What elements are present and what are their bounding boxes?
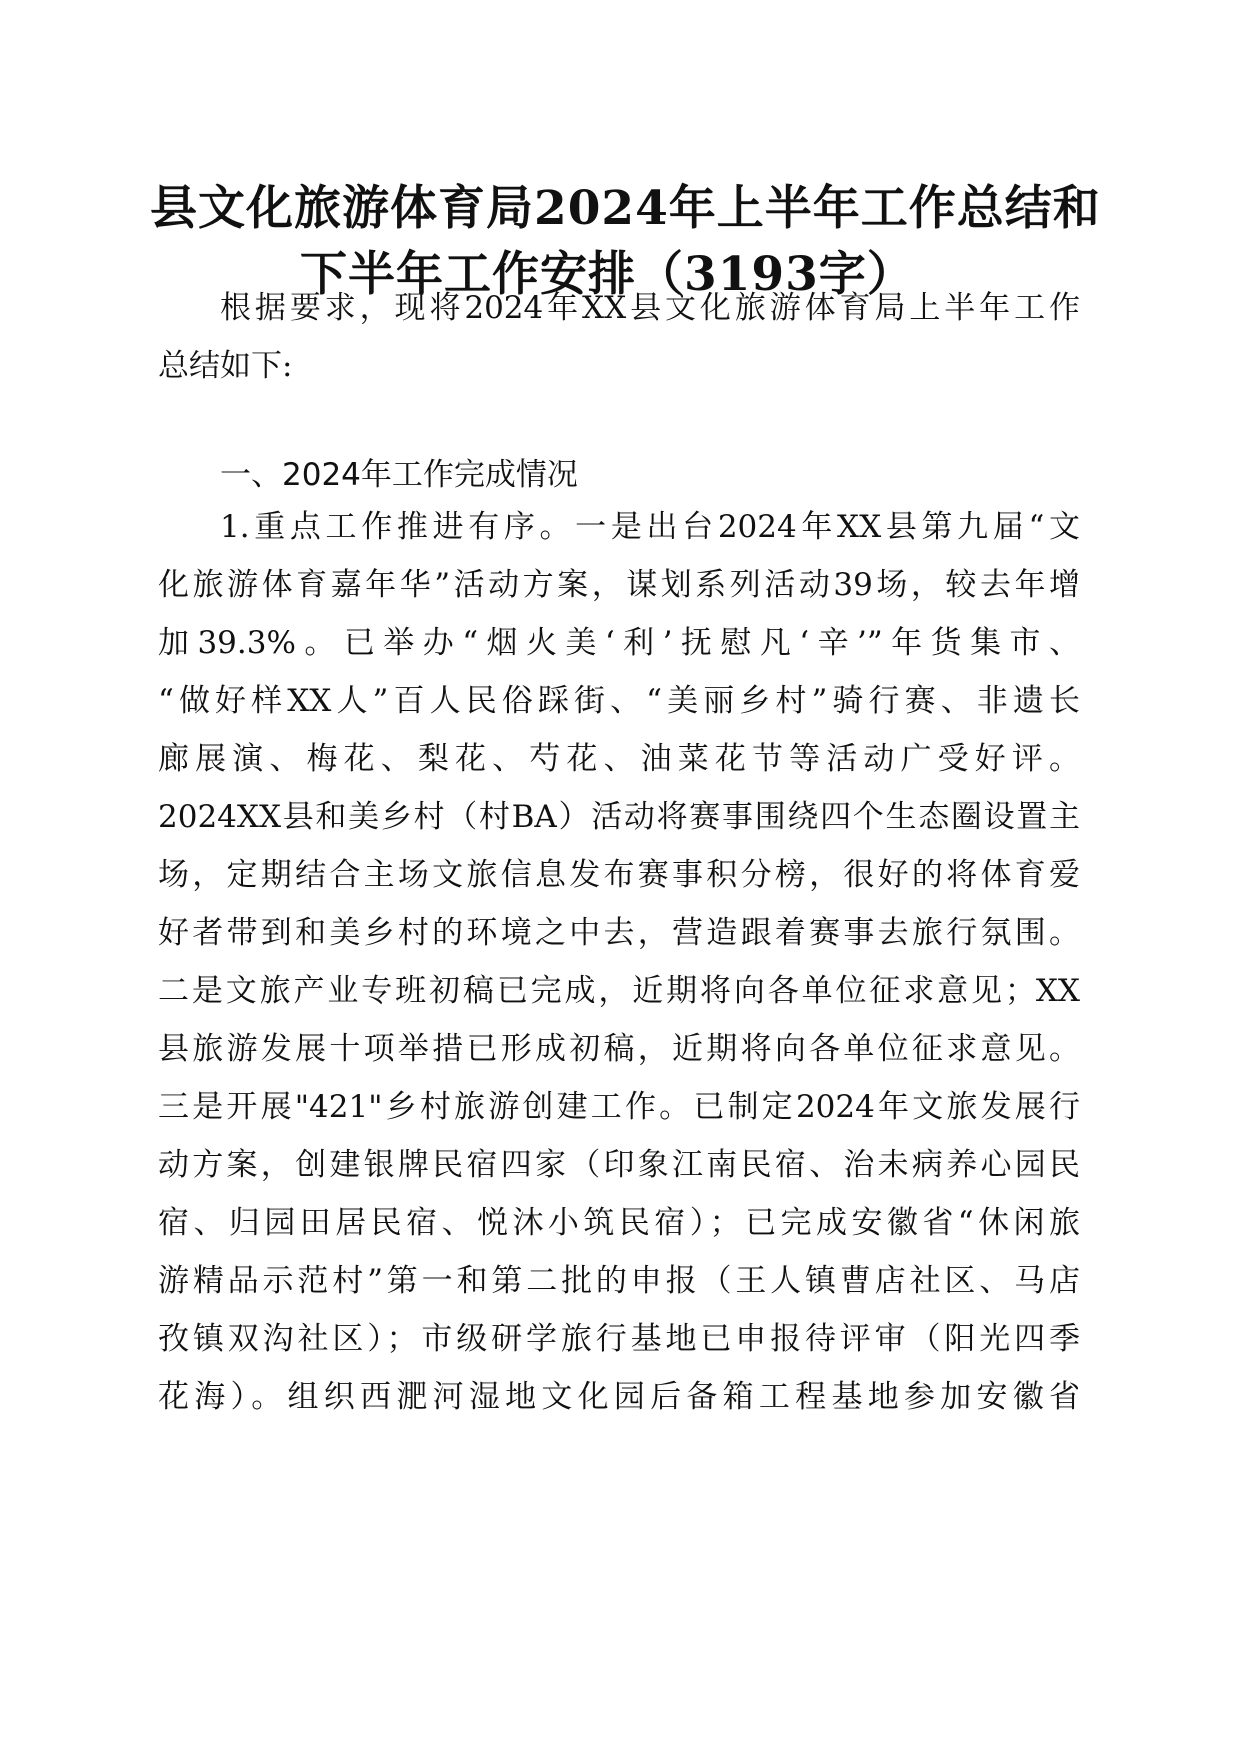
- body-paragraph-line: 场，定期结合主场文旅信息发布赛事积分榜，很好的将体育爱: [158, 857, 1080, 893]
- body-paragraph-line: 廊展演、梅花、梨花、芍花、油菜花节等活动广受好评。: [158, 741, 1080, 777]
- body-paragraph-line: 化旅游体育嘉年华”活动方案，谋划系列活动39场，较去年增: [158, 567, 1080, 603]
- intro-paragraph-line: 总结如下:: [158, 348, 293, 384]
- body-paragraph-line: 二是文旅产业专班初稿已完成，近期将向各单位征求意见；XX: [158, 973, 1080, 1009]
- body-paragraph-line: 动方案，创建银牌民宿四家（印象江南民宿、治未病养心园民: [158, 1147, 1080, 1183]
- section-heading: 一、2024年工作完成情况: [220, 457, 578, 493]
- body-paragraph-line: 县旅游发展十项举措已形成初稿，近期将向各单位征求意见。: [158, 1031, 1080, 1067]
- body-paragraph-line: “做好样XX人”百人民俗踩街、“美丽乡村”骑行赛、非遗长: [158, 683, 1080, 719]
- body-paragraph-line: 加39.3%。已举办“烟火美‘利’抚慰凡‘辛’”年货集市、: [158, 625, 1080, 661]
- document-title-line-1: 县文化旅游体育局2024年上半年工作总结和: [150, 181, 1101, 236]
- body-paragraph-line: 孜镇双沟社区）；市级研学旅行基地已申报待评审（阳光四季: [158, 1321, 1080, 1357]
- body-paragraph-line: 宿、归园田居民宿、悦沐小筑民宿）；已完成安徽省“休闲旅: [158, 1205, 1080, 1241]
- body-paragraph-line: 2024XX县和美乡村（村BA）活动将赛事围绕四个生态圈设置主: [158, 799, 1080, 835]
- body-paragraph-line: 好者带到和美乡村的环境之中去，营造跟着赛事去旅行氛围。: [158, 915, 1080, 951]
- document-title-line-2: 下半年工作安排（3193字）: [300, 247, 915, 302]
- intro-paragraph-line: 根据要求，现将2024年XX县文化旅游体育局上半年工作: [220, 290, 1080, 326]
- body-paragraph-line: 花海）。组织西淝河湿地文化园后备箱工程基地参加安徽省: [158, 1379, 1080, 1415]
- body-paragraph-line: 1.重点工作推进有序。一是出台2024年XX县第九届“文: [220, 509, 1080, 545]
- body-paragraph-line: 三是开展"421"乡村旅游创建工作。已制定2024年文旅发展行: [158, 1089, 1080, 1125]
- body-paragraph-line: 游精品示范村”第一和第二批的申报（王人镇曹店社区、马店: [158, 1263, 1080, 1299]
